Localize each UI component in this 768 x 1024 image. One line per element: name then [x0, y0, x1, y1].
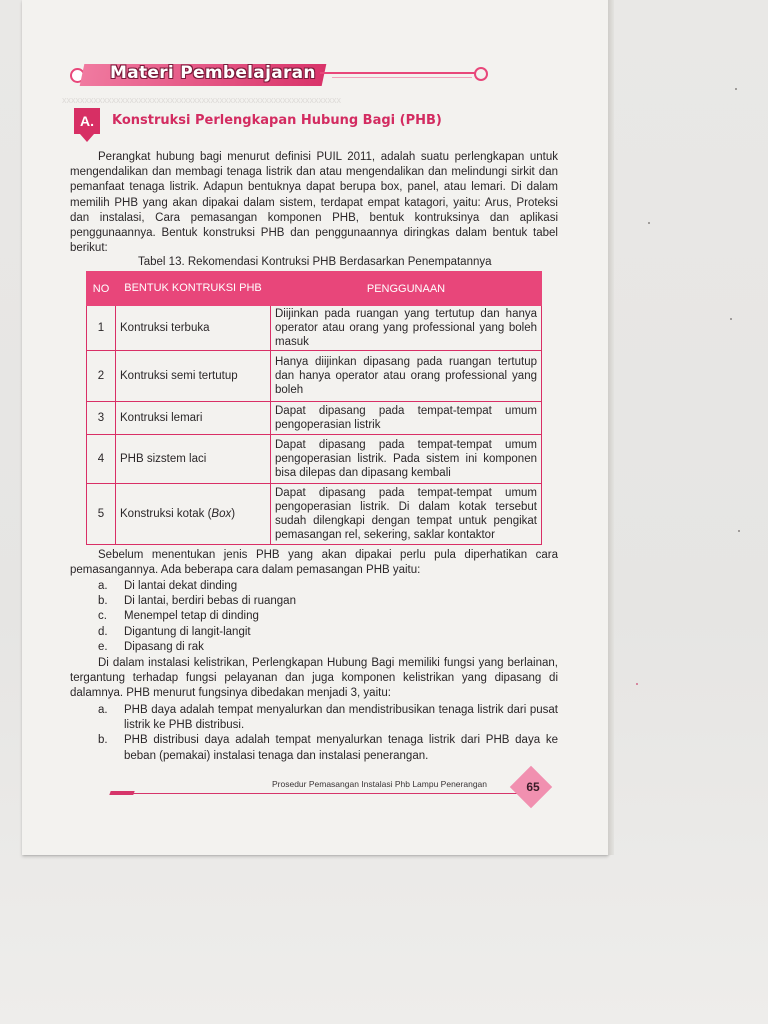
page-number: 65 [526, 780, 540, 794]
row-no: 2 [87, 351, 116, 402]
row-penggunaan: Hanya diijinkan dipasang pada ruangan tertutup dan hanya operator atau orang professional yang boleh [271, 351, 542, 402]
bleed-through: xxxxxxxxxxxxxxxxxxxxxxxxxxxxxxxxxxxxxxxxxxxxxxxxxxxxxxxxxxxxxx [62, 95, 341, 105]
row-bentuk-end: ) [231, 508, 236, 520]
book-page [22, 0, 608, 855]
table-row [87, 306, 542, 351]
scan-speck [648, 222, 650, 224]
list-item [98, 594, 296, 609]
row-bentuk-em: Box [211, 508, 232, 520]
footer-text: Prosedur Pemasangan Instalasi Phb Lampu Penerangan [272, 779, 488, 789]
list-item [98, 640, 296, 655]
scan-speck [730, 318, 732, 320]
header-end-circle-icon [474, 67, 488, 81]
list-item [98, 703, 558, 733]
list-text: Digantung di langit-langit [124, 625, 251, 638]
section-badge: A. [74, 108, 100, 134]
fungsi-list [98, 703, 558, 764]
header-no: NO [87, 272, 116, 306]
list-letter: e. [98, 640, 108, 653]
header-line [320, 72, 480, 74]
scan-speck [636, 683, 638, 685]
table-row [87, 402, 542, 435]
list-text: Menempel tetap di dinding [124, 610, 259, 623]
list-letter: d. [98, 625, 108, 638]
row-penggunaan: Diijinkan pada ruangan yang tertutup dan hanya operator atau orang yang professional yang boleh masuk [271, 306, 542, 351]
scan-speck [735, 88, 737, 90]
list-item [98, 625, 296, 640]
row-bentuk: Kontruksi semi tertutup [116, 351, 271, 402]
list-text: PHB daya adalah tempat menyalurkan dan mendistribusikan tenaga listrik dari pusat listrik ke PHB distribusi. [124, 704, 558, 732]
chapter-title: Materi Pembelajaran [110, 63, 316, 83]
row-no: 4 [87, 435, 116, 484]
list-text: Di lantai, berdiri bebas di ruangan [124, 595, 296, 608]
scan-speck [738, 530, 740, 532]
list-letter: c. [98, 610, 107, 623]
row-bentuk-text: Konstruksi kotak ( [120, 508, 212, 520]
phb-table [86, 271, 542, 545]
table-row [87, 435, 542, 484]
table-row [87, 351, 542, 402]
header-line-thin [332, 77, 472, 78]
chapter-header [70, 62, 490, 88]
row-bentuk: PHB sizstem laci [116, 435, 271, 484]
list-letter: a. [98, 704, 108, 716]
list-text: Dipasang di rak [124, 640, 204, 653]
row-penggunaan: Dapat dipasang pada tempat-tempat umum pengoperasian listrik. Di dalam kotak tersebut sudah dilengkapi dengan tempat untuk pengikat pemasangan rel, sekering, saklar kontaktor [271, 484, 542, 545]
row-no: 5 [87, 484, 116, 545]
list-text: PHB distribusi daya adalah tempat menyalurkan tenaga listrik dari PHB daya ke beban (pemakai) instalasi tenaga dan instalasi penerangan. [124, 734, 558, 762]
section-title: Konstruksi Perlengkapan Hubung Bagi (PHB) [112, 113, 442, 128]
row-bentuk [116, 484, 271, 545]
list-text: Di lantai dekat dinding [124, 580, 238, 592]
footer-line [128, 793, 528, 794]
list-letter: b. [98, 595, 108, 608]
table-caption: Tabel 13. Rekomendasi Kontruksi PHB Berdasarkan Penempatannya [138, 256, 492, 268]
list-item [98, 579, 296, 594]
row-bentuk: Kontruksi lemari [116, 402, 271, 435]
row-no: 3 [87, 402, 116, 435]
list-item [98, 733, 558, 763]
list-letter: a. [98, 580, 108, 592]
header-bentuk: BENTUK KONTRUKSI PHB [116, 272, 271, 306]
header-penggunaan: PENGGUNAAN [271, 272, 542, 306]
row-penggunaan: Dapat dipasang pada tempat-tempat umum pengoperasian listrik. Pada sistem ini komponen bisa dilepas dan dipasang kembali [271, 435, 542, 484]
list-letter: b. [98, 734, 108, 747]
table-row [87, 484, 542, 545]
row-no: 1 [87, 306, 116, 351]
paragraph-pemasangan: Sebelum menentukan jenis PHB yang akan dipakai perlu pula diperhatikan cara pemasangannya. Ada beberapa cara dalam pemasangan PHB yaitu: [70, 549, 558, 577]
intro-paragraph: Perangkat hubung bagi menurut definisi PUIL 2011, adalah suatu perlengkapan untuk mengendalikan dan membagi tenaga listrik dan atau mengendalikan dan melindungi sirkit dan pemanfaat tenaga listrik. Adapun bentuknya dapat berupa box, panel, atau lemari. Di dalam memilih PHB yang akan dipakai dalam sistem, terdapat empat katagori, yaitu: Arus, Proteksi dan instalasi, Cara pemasangan komponen PHB, bentuk kontruksinya dan aplikasi penggunaannya. Bentuk konstruksi PHB dan penggunaannya diringkas dalam bentuk tabel berikut: [70, 151, 558, 255]
table-header-row [87, 272, 542, 306]
list-item [98, 609, 296, 624]
row-penggunaan: Dapat dipasang pada tempat-tempat umum pengoperasian listrik [271, 402, 542, 435]
paragraph-fungsi: Di dalam instalasi kelistrikan, Perlengkapan Hubung Bagi memiliki fungsi yang berlainan, tergantung terhadap fungsi pelayanan dan juga komponen kelistrikan yang dipasang di dalamnya. PHB menurut fungsinya dibedakan menjadi 3, yaitu: [70, 657, 558, 700]
pemasangan-list [98, 579, 296, 655]
page-number-badge [512, 768, 554, 810]
row-bentuk: Kontruksi terbuka [116, 306, 271, 351]
